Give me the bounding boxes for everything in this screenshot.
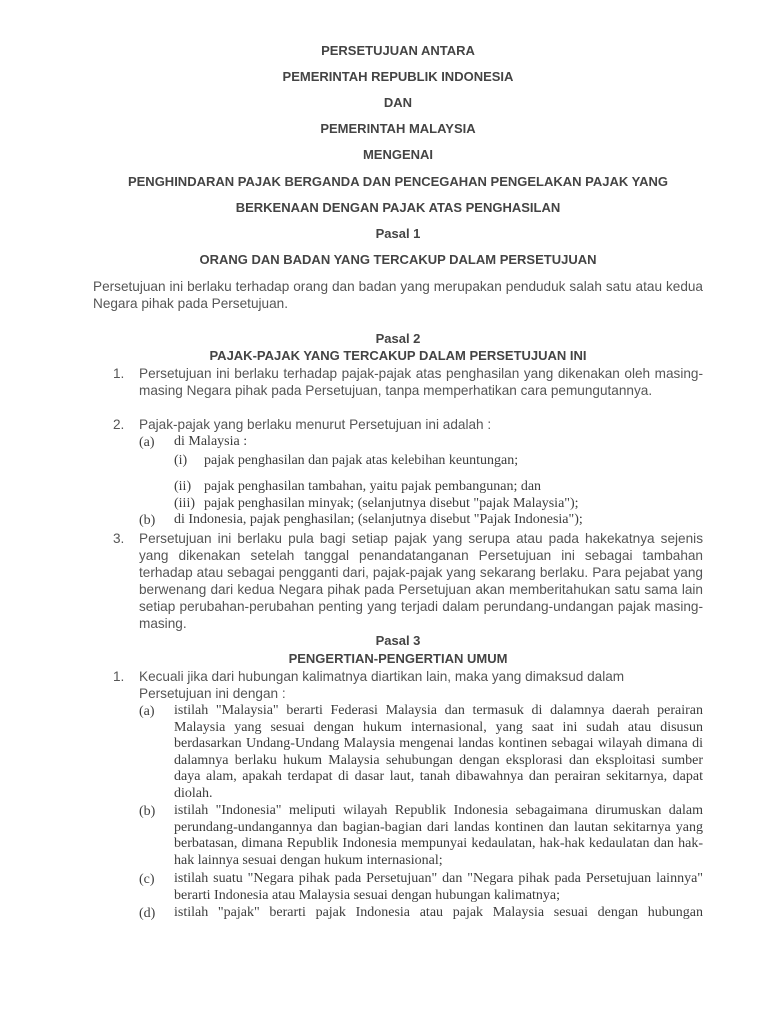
pasal1-title: ORANG DAN BADAN YANG TERCAKUP DALAM PERSETUJUAN: [199, 252, 597, 267]
pasal3-item1-number: 1.: [113, 669, 125, 684]
pasal3-title: PENGERTIAN-PENGERTIAN UMUM: [288, 651, 508, 666]
pasal2-roman-iii-label: (iii): [174, 496, 195, 511]
pasal2-sub-b-text: di Indonesia, pajak penghasilan; (selanjutnya disebut "Pajak Indonesia");: [174, 512, 583, 527]
pasal2-item2-text: Pajak-pajak yang berlaku menurut Persetujuan ini adalah :: [139, 417, 492, 432]
pasal2-sub-a-text: di Malaysia :: [174, 434, 248, 449]
pasal3-sub-c-text: istilah suatu "Negara pihak pada Persetujuan" dan "Negara pihak pada Persetujuan lainnya" berarti Indonesia atau Malaysia sesuai dengan hubungan kalimatnya;: [174, 871, 703, 903]
pasal2-roman-i-text: pajak penghasilan dan pajak atas kelebihan keuntungan;: [204, 453, 519, 468]
pasal2-item1-number: 1.: [113, 366, 125, 381]
pasal3-sub-b-text: istilah "Indonesia" meliputi wilayah Republik Indonesia sebagaimana dirumuskan dalam perundang-undangannya dan bagian-bagian dari landas kontinen dan lautan sekitarnya yang berbatasan, dimana Republik Indonesia mempunyai kedaulatan, hak-hak kedaulatan dan hak-hak lainnya sesuai dengan hukum internasional;: [174, 803, 703, 868]
pasal1-heading: Pasal 1: [375, 226, 421, 241]
pasal2-item1-text: Persetujuan ini berlaku terhadap pajak-pajak atas penghasilan yang dikenakan oleh masing-masing Negara pihak pada Persetujuan, tanpa memperhatikan cara pemungutannya.: [139, 366, 703, 398]
pasal2-item3-number: 3.: [113, 531, 125, 546]
title-line-6: PENGHINDARAN PAJAK BERGANDA DAN PENCEGAHAN PENGELAKAN PAJAK YANG: [127, 174, 669, 189]
pasal2-roman-i-label: (i): [174, 453, 188, 468]
pasal3-heading: Pasal 3: [375, 633, 421, 648]
pasal2-roman-ii-text: pajak penghasilan tambahan, yaitu pajak pembangunan; dan: [204, 479, 542, 494]
title-line-4: PEMERINTAH MALAYSIA: [320, 121, 476, 136]
pasal3-item1-text: Kecuali jika dari hubungan kalimatnya diartikan lain, maka yang dimaksud dalam Persetujuan ini dengan :: [139, 669, 625, 701]
title-line-7: BERKENAAN DENGAN PAJAK ATAS PENGHASILAN: [235, 200, 561, 215]
pasal3-sub-d-label: (d): [139, 906, 156, 921]
pasal1-body: Persetujuan ini berlaku terhadap orang dan badan yang merupakan penduduk salah satu atau kedua Negara pihak pada Persetujuan.: [93, 279, 703, 311]
pasal2-roman-iii-text: pajak penghasilan minyak; (selanjutnya disebut "pajak Malaysia");: [204, 496, 579, 511]
title-line-1: PERSETUJUAN ANTARA: [321, 43, 475, 58]
pasal2-item3-text: Persetujuan ini berlaku pula bagi setiap pajak yang serupa atau pada hakekatnya sejenis yang dikenakan setelah tanggal penandatanganan Persetujuan ini sebagai tambahan terhadap atau sebagai pengganti dari, pajak-pajak yang sekarang berlaku. Para pejabat yang berwenang dari kedua Negara pihak pada Persetujuan akan memberitahukan satu sama lain setiap perubahan-perubahan penting yang terjadi dalam perundang-undangan pajak masing-masing.: [139, 531, 703, 631]
pasal2-heading: Pasal 2: [375, 331, 421, 346]
pasal2-roman-ii-label: (ii): [174, 479, 192, 494]
title-line-5: MENGENAI: [362, 147, 434, 162]
pasal3-sub-a-label: (a): [139, 704, 155, 719]
pasal2-sub-b-label: (b): [139, 513, 156, 528]
pasal3-sub-a-text: istilah "Malaysia" berarti Federasi Malaysia dan termasuk di dalamnya daerah perairan Malaysia yang sesuai dengan hukum internasional, yang saat ini sudah atau disusun berdasarkan Undang-Undang Malaysia mengenai landas kontinen sebagai wilayah dimana di dalamnya berlaku hukum Malaysia sehubungan dengan eksplorasi dan eksploitasi sumber daya alam, apakah terdapat di dasar laut, tanah dibawahnya dan perairan sekitarnya, dapat diolah.: [174, 703, 703, 801]
title-line-2: PEMERINTAH REPUBLIK INDONESIA: [282, 69, 514, 84]
pasal2-title: PAJAK-PAJAK YANG TERCAKUP DALAM PERSETUJUAN INI: [209, 348, 587, 363]
pasal2-sub-a-label: (a): [139, 435, 155, 450]
pasal3-sub-d-text: istilah "pajak" berarti pajak Indonesia atau pajak Malaysia sesuai dengan hubungan: [174, 905, 703, 920]
pasal2-item2-number: 2.: [113, 417, 125, 432]
title-line-3: DAN: [383, 95, 413, 110]
pasal3-sub-c-label: (c): [139, 872, 155, 887]
pasal3-sub-b-label: (b): [139, 804, 156, 819]
